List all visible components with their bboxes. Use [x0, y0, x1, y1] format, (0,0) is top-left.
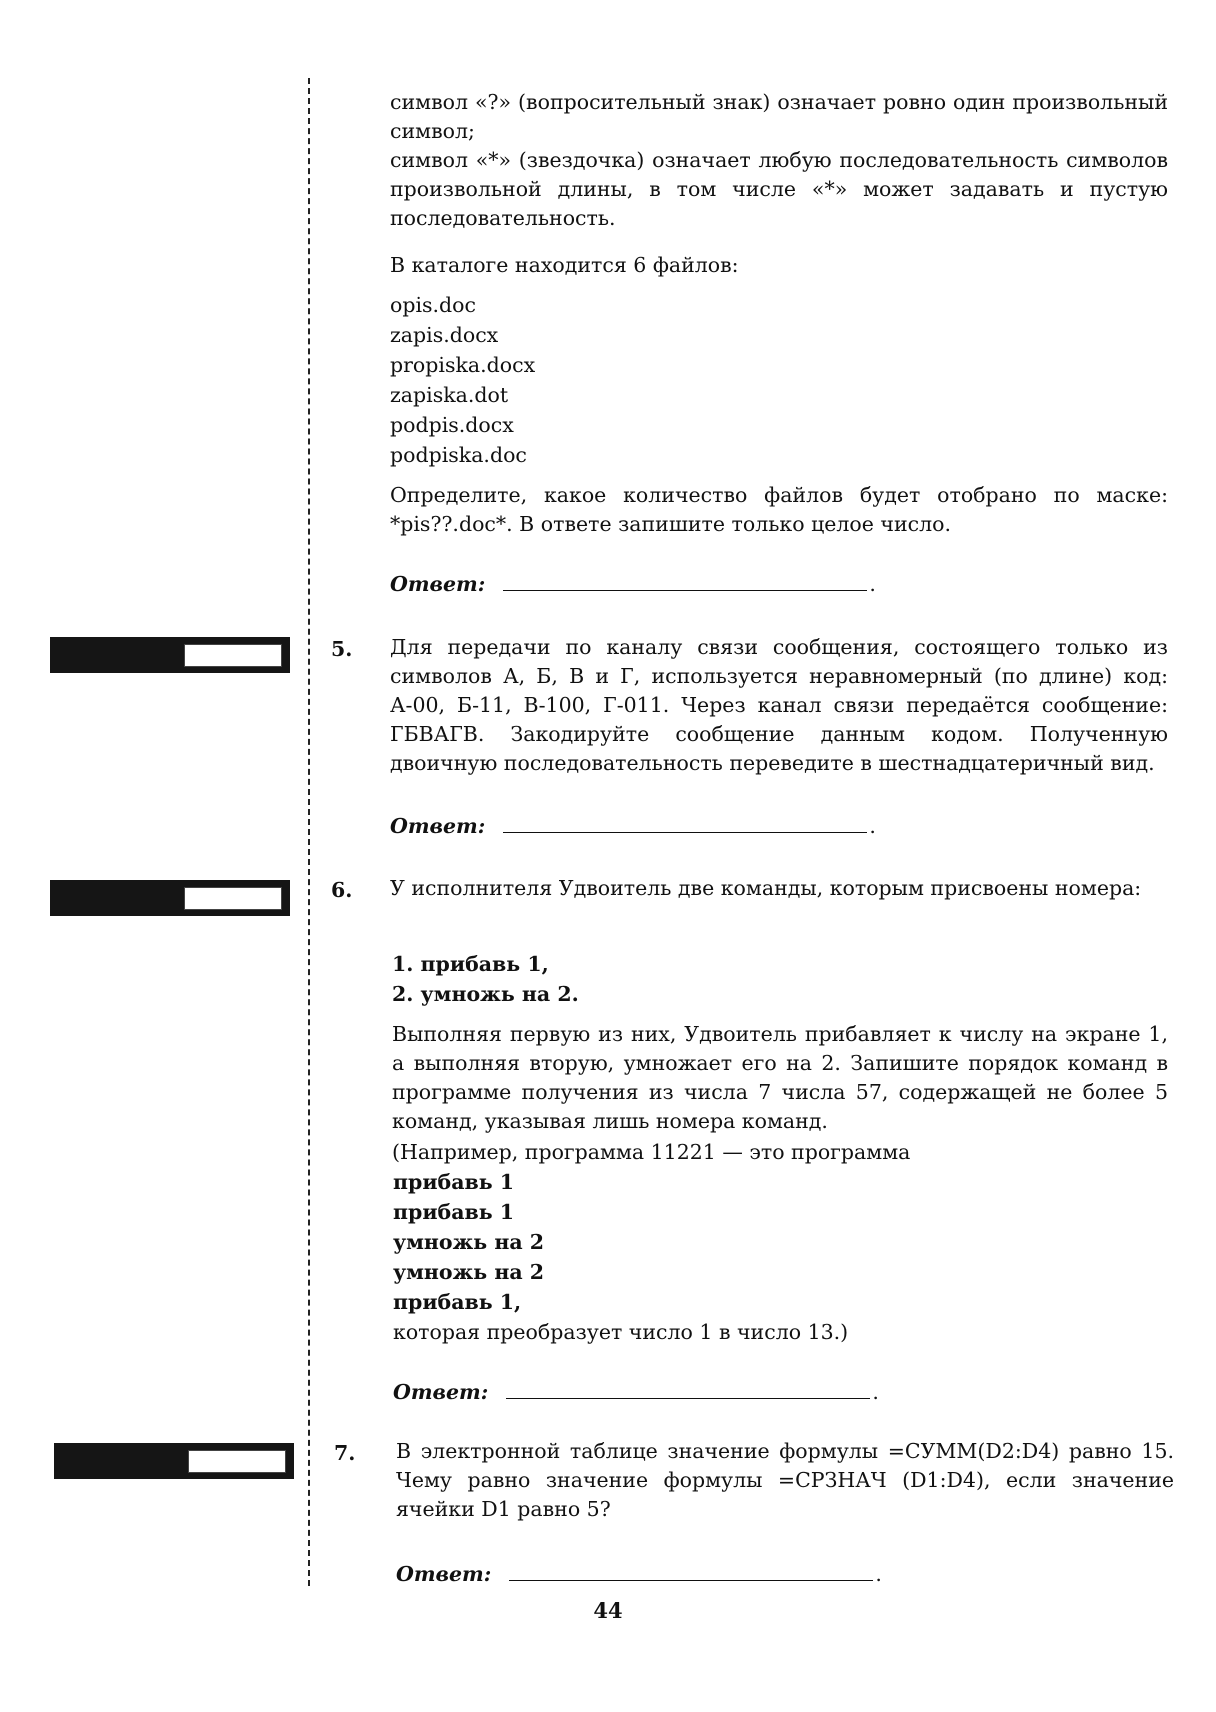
mask-rule-star: символ «*» (звездочка) означает любую последовательность символов произвольной длины, в том числе «*» может задавать и пустую последовательность.	[390, 148, 1168, 230]
example-end: которая преобразует число 1 в число 13.)	[393, 1320, 849, 1344]
answer-field[interactable]	[503, 810, 867, 833]
mask-rule-question: символ «?» (вопросительный знак) означает ровно один произвольный символ;	[390, 90, 1168, 143]
example-intro: (Например, программа 11221 — это программа	[392, 1140, 911, 1164]
catalog-heading: В каталоге находится 6 файлов:	[390, 253, 739, 277]
answer-row-4	[390, 568, 876, 598]
task6-intro: У исполнителя Удвоитель две команды, которым присвоены номера:	[390, 876, 1142, 900]
task5-text: Для передачи по каналу связи сообщения, состоящего только из символов А, Б, В и Г, используется неравномерный (по длине) код: А-00, Б-11, В-100, Г-011. Через канал связи передаётся сообщение: ГБВАГВ. Закодируйте сообщение данным кодом. Полученную двоичную последовательность переведите в шестнадцатеричный вид.	[390, 635, 1168, 775]
answer-row-6	[393, 1376, 879, 1406]
example-step: умножь на 2	[393, 1230, 545, 1254]
answer-label: Ответ:	[390, 814, 486, 838]
page-number: 44	[593, 1598, 623, 1623]
answer-row-7	[396, 1558, 882, 1588]
command-1: 1. прибавь 1,	[392, 952, 549, 976]
answer-field[interactable]	[503, 568, 867, 591]
task-marker	[50, 880, 290, 916]
command-2: 2. умножь на 2.	[392, 982, 579, 1006]
file-item: propiska.docx	[390, 353, 536, 377]
task-marker	[50, 637, 290, 673]
answer-label: Ответ:	[390, 572, 486, 596]
task7-text: В электронной таблице значение формулы =СУММ(D2:D4) равно 15. Чему равно значение формулы =СРЗНАЧ (D1:D4), если значение ячейки D1 равно 5?	[396, 1439, 1174, 1521]
answer-period: .	[875, 1562, 882, 1586]
answer-period: .	[869, 572, 876, 596]
file-item: podpiska.doc	[390, 443, 527, 467]
task-number: 6.	[331, 878, 353, 902]
mask-question: Определите, какое количество файлов будет отобрано по маске: *pis??.doc*. В ответе запишите только целое число.	[390, 483, 1168, 536]
example-step: умножь на 2	[393, 1260, 545, 1284]
answer-period: .	[869, 814, 876, 838]
score-box[interactable]	[184, 887, 282, 910]
score-box[interactable]	[184, 644, 282, 667]
score-box[interactable]	[188, 1450, 286, 1473]
file-item: opis.doc	[390, 293, 477, 317]
answer-field[interactable]	[509, 1558, 873, 1581]
task-number: 5.	[331, 637, 353, 661]
example-step: прибавь 1,	[393, 1290, 522, 1314]
answer-label: Ответ:	[393, 1380, 489, 1404]
task-marker	[54, 1443, 294, 1479]
example-step: прибавь 1	[393, 1200, 515, 1224]
answer-field[interactable]	[506, 1376, 870, 1399]
answer-label: Ответ:	[396, 1562, 492, 1586]
file-item: zapiska.dot	[390, 383, 509, 407]
answer-row-5	[390, 810, 876, 840]
example-step: прибавь 1	[393, 1170, 515, 1194]
file-item: zapis.docx	[390, 323, 499, 347]
task6-text: Выполняя первую из них, Удвоитель прибавляет к числу на экране 1, а выполняя вторую, умножает его на 2. Запишите порядок команд в программе получения из числа 7 числа 57, содержащей не более 5 команд, указывая лишь номера команд.	[392, 1022, 1168, 1133]
task-number: 7.	[334, 1441, 356, 1465]
file-item: podpis.docx	[390, 413, 514, 437]
cut-line	[308, 78, 310, 1586]
answer-period: .	[872, 1380, 879, 1404]
